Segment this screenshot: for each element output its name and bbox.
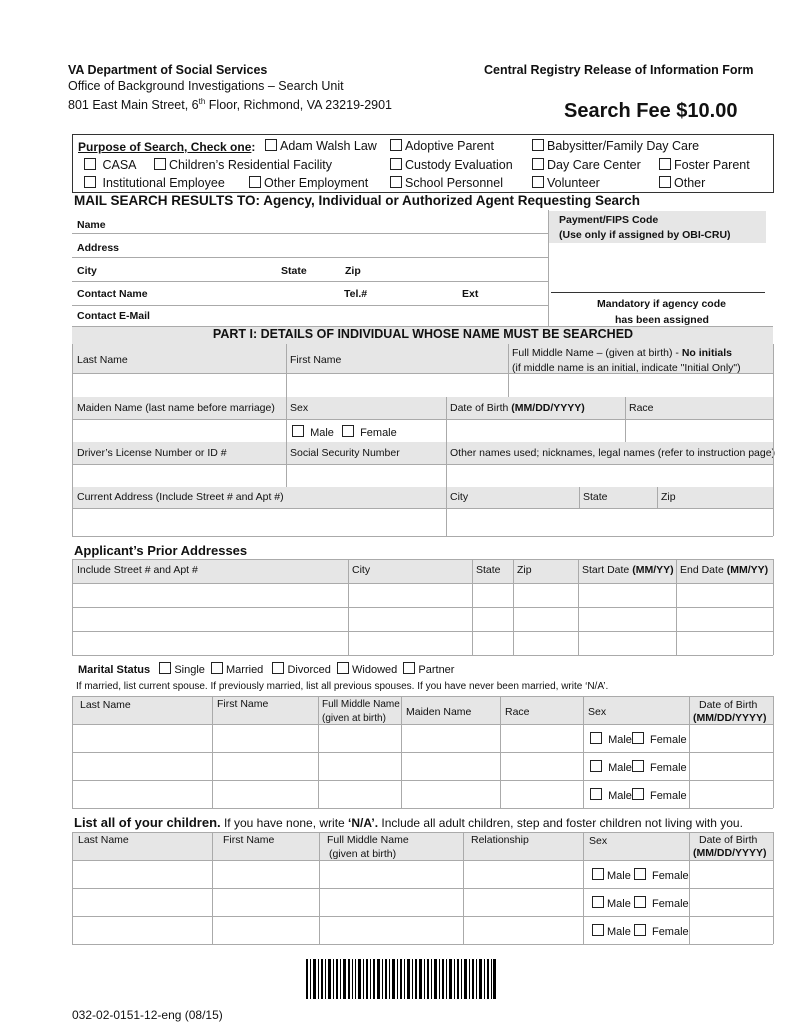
prior-start-label — [582, 564, 674, 577]
text: (MM/YY) — [726, 564, 769, 576]
text: ‘N/A’. — [348, 816, 379, 830]
checkbox[interactable] — [159, 662, 171, 674]
checkbox[interactable] — [632, 760, 644, 772]
sex-male-option[interactable] — [292, 425, 334, 440]
sex-label: Sex — [290, 402, 309, 414]
rule — [72, 944, 773, 945]
rule — [401, 696, 402, 808]
rule — [72, 607, 773, 608]
label-row-shade — [72, 832, 773, 860]
rule — [72, 631, 773, 632]
marital-note: If married, list current spouse. If previously married, list all previous spouses. If you have never been married, write ‘N/A’. — [76, 681, 609, 692]
spouse-sex-label: Sex — [588, 706, 607, 718]
option-label: Male — [607, 870, 631, 882]
prior-street-label: Include Street # and Apt # — [77, 564, 198, 576]
option-label: Adoptive Parent — [405, 139, 494, 153]
current-city-label: City — [450, 491, 469, 503]
checkbox[interactable] — [532, 139, 544, 151]
purpose-option[interactable] — [532, 176, 600, 190]
text: No initials — [681, 347, 732, 359]
rule — [72, 832, 73, 944]
rule — [72, 780, 773, 781]
rule — [578, 559, 579, 655]
checkbox[interactable] — [632, 788, 644, 800]
rule — [72, 752, 773, 753]
rule — [212, 832, 213, 944]
rule — [500, 696, 501, 808]
option-label: Volunteer — [547, 176, 600, 190]
checkbox[interactable] — [634, 896, 646, 908]
mandatory-note: Mandatory if agency code — [597, 298, 726, 310]
spouse-sex-options[interactable] — [590, 760, 687, 775]
payment-code-line[interactable] — [551, 292, 765, 293]
prior-city-label: City — [352, 564, 371, 576]
option-label: Female — [651, 870, 689, 882]
option-label: Female — [360, 427, 397, 439]
other-names-label: Other names used; nicknames, legal names (refer to instruction page) — [450, 447, 776, 459]
checkbox[interactable] — [292, 425, 304, 437]
marital-status-label: Marital Status — [78, 664, 151, 676]
rule — [72, 888, 773, 889]
text: Date of Birth — [450, 402, 512, 414]
race-label: Race — [629, 402, 654, 414]
rule — [72, 508, 773, 509]
checkbox[interactable] — [532, 158, 544, 170]
contact-email-label: Contact E-Mail — [77, 310, 150, 322]
rule — [72, 305, 548, 306]
form-title: Central Registry Release of Information Form — [484, 63, 754, 77]
current-state-label: State — [583, 491, 608, 503]
rule — [773, 832, 774, 944]
rule — [513, 559, 514, 655]
rule — [72, 536, 773, 537]
prior-end-label — [680, 564, 768, 577]
option-label: Male — [310, 427, 334, 439]
checkbox[interactable] — [659, 176, 671, 188]
checkbox[interactable] — [84, 176, 96, 188]
checkbox[interactable] — [403, 662, 415, 674]
sex-female-option[interactable] — [342, 425, 397, 440]
rule — [583, 832, 584, 944]
child-middle-note: (given at birth) — [329, 848, 397, 860]
spouse-dob-label: Date of Birth — [699, 699, 758, 711]
rule — [72, 696, 73, 808]
rule — [72, 344, 73, 536]
checkbox[interactable] — [592, 896, 604, 908]
purpose-option[interactable] — [659, 158, 750, 172]
checkbox[interactable] — [634, 868, 646, 880]
option-label: Married — [226, 664, 264, 676]
rule — [72, 860, 773, 861]
checkbox[interactable] — [249, 176, 261, 188]
checkbox[interactable] — [390, 139, 402, 151]
checkbox[interactable] — [634, 924, 646, 936]
option-label: School Personnel — [405, 176, 503, 190]
ssn-label: Social Security Number — [290, 447, 400, 459]
text: (MM/DD/YYYY) — [511, 402, 585, 414]
maiden-name-label: Maiden Name (last name before marriage) — [77, 402, 275, 414]
purpose-option[interactable] — [84, 158, 137, 172]
purpose-label — [78, 140, 255, 154]
option-label: Foster Parent — [674, 158, 750, 172]
children-heading — [74, 815, 743, 830]
rule — [72, 832, 773, 833]
rule — [72, 281, 548, 282]
child-middle-label: Full Middle Name — [327, 834, 409, 846]
rule — [689, 696, 690, 808]
form-number: 032-02-0151-12-eng (08/15) — [72, 1008, 223, 1022]
purpose-option[interactable] — [265, 139, 377, 153]
rule — [446, 442, 447, 487]
spouse-first-name-label: First Name — [217, 698, 269, 710]
checkbox[interactable] — [390, 176, 402, 188]
spouse-middle-note: (given at birth) — [322, 713, 386, 724]
rule — [625, 397, 626, 442]
rule — [472, 559, 473, 655]
rule — [72, 808, 773, 809]
address-part: 801 East Main Street, 6 — [68, 98, 199, 113]
checkbox[interactable] — [590, 788, 602, 800]
rule — [72, 419, 773, 420]
mail-name-label: Name — [77, 219, 106, 231]
part1-heading: PART I: DETAILS OF INDIVIDUAL WHOSE NAME MUST BE SEARCHED — [212, 327, 634, 341]
spouse-last-name-label: Last Name — [80, 699, 131, 711]
last-name-label: Last Name — [77, 354, 128, 366]
checkbox[interactable] — [390, 158, 402, 170]
current-address-label: Current Address (Include Street # and Apt #) — [77, 491, 284, 503]
rule — [72, 233, 548, 234]
rule — [212, 696, 213, 808]
rule — [318, 696, 319, 808]
spouse-dob-format: (MM/DD/YYYY) — [693, 712, 767, 724]
option-label: Day Care Center — [547, 158, 641, 172]
payment-code-label: Payment/FIPS Code — [559, 214, 659, 226]
child-dob-label: Date of Birth — [699, 834, 758, 846]
dob-label — [450, 402, 585, 415]
ext-label: Ext — [462, 288, 479, 300]
rule — [319, 832, 320, 944]
rule — [72, 583, 773, 584]
option-label: Institutional Employee — [102, 176, 225, 190]
checkbox[interactable] — [532, 176, 544, 188]
agency-name: VA Department of Social Services — [68, 63, 268, 77]
purpose-option[interactable] — [532, 158, 641, 172]
rule — [676, 559, 677, 655]
rule — [286, 397, 287, 442]
option-label: CASA — [102, 158, 137, 172]
checkbox[interactable] — [590, 760, 602, 772]
text: List all of your children. — [74, 815, 221, 830]
option-label: Female — [649, 790, 687, 802]
rule — [508, 344, 509, 397]
text: End Date — [680, 564, 727, 576]
option-label: Children’s Residential Facility — [169, 158, 333, 172]
text: If you have none, write — [220, 816, 349, 830]
prior-addresses-heading: Applicant’s Prior Addresses — [74, 543, 248, 558]
current-zip-label: Zip — [661, 491, 676, 503]
rule — [72, 257, 548, 258]
checkbox[interactable] — [632, 732, 644, 744]
purpose-label-text: Purpose of Search, Check one — [78, 140, 252, 154]
purpose-option[interactable] — [390, 176, 503, 190]
spouse-middle-label: Full Middle Name — [322, 699, 400, 710]
purpose-option[interactable] — [154, 158, 332, 172]
option-label: Other — [674, 176, 706, 190]
rule — [72, 373, 773, 374]
option-label: Female — [651, 926, 689, 938]
checkbox[interactable] — [590, 732, 602, 744]
purpose-option[interactable] — [659, 176, 705, 190]
payment-code-note: (Use only if assigned by OBI-CRU) — [559, 229, 731, 241]
option-label: Custody Evaluation — [405, 158, 513, 172]
text: Include all adult children, step and foster children not living with you. — [378, 816, 743, 830]
drivers-license-label: Driver’s License Number or ID # — [77, 447, 227, 459]
spouse-race-label: Race — [505, 706, 530, 718]
purpose-option[interactable] — [390, 139, 494, 153]
text: Start Date — [582, 564, 633, 576]
contact-name-label: Contact Name — [77, 288, 148, 300]
option-label: Babysitter/Family Day Care — [547, 139, 700, 153]
checkbox[interactable] — [272, 662, 284, 674]
spouse-sex-options[interactable] — [590, 732, 687, 747]
address-part: Floor, Richmond, VA 23219-2901 — [205, 98, 393, 113]
child-dob-format: (MM/DD/YYYY) — [693, 847, 767, 859]
office-name: Office of Background Investigations – Search Unit — [68, 79, 344, 93]
option-label: Widowed — [352, 664, 398, 676]
rule — [773, 559, 774, 655]
purpose-option[interactable] — [390, 158, 513, 172]
child-sex-label: Sex — [589, 835, 608, 847]
option-label: Female — [649, 734, 687, 746]
rule — [773, 696, 774, 808]
rule — [72, 724, 773, 725]
checkbox[interactable] — [592, 868, 604, 880]
first-name-label: First Name — [290, 354, 342, 366]
rule — [286, 344, 287, 397]
option-label: Single — [174, 664, 205, 676]
address-sup: th — [198, 97, 206, 106]
checkbox[interactable] — [659, 158, 671, 170]
prior-zip-label: Zip — [517, 564, 532, 576]
search-fee: Search Fee $10.00 — [564, 100, 738, 122]
marital-status-row — [78, 662, 454, 677]
option-label: Female — [649, 762, 687, 774]
rule — [72, 559, 73, 655]
option-label: Partner — [418, 664, 455, 676]
option-label: Male — [608, 734, 632, 746]
mail-zip-label: Zip — [345, 265, 361, 277]
option-label: Male — [608, 762, 632, 774]
child-relationship-label: Relationship — [471, 834, 529, 846]
option-label: Male — [607, 926, 631, 938]
mail-city-label: City — [77, 265, 97, 277]
rule — [463, 832, 464, 944]
child-sex-options[interactable] — [592, 924, 689, 939]
rule — [72, 559, 773, 560]
child-sex-options[interactable] — [592, 868, 689, 883]
checkbox[interactable] — [154, 158, 166, 170]
option-label: Male — [608, 790, 632, 802]
rule — [72, 655, 773, 656]
child-sex-options[interactable] — [592, 896, 689, 911]
mail-heading: MAIL SEARCH RESULTS TO: Agency, Individual or Authorized Agent Requesting Search — [74, 193, 641, 208]
rule — [286, 442, 287, 487]
barcode — [306, 959, 496, 999]
prior-state-label: State — [476, 564, 501, 576]
purpose-option[interactable] — [84, 176, 225, 190]
purpose-option[interactable] — [532, 139, 699, 153]
option-label: Male — [607, 898, 631, 910]
checkbox[interactable] — [342, 425, 354, 437]
checkbox[interactable] — [592, 924, 604, 936]
rule — [446, 397, 447, 442]
child-first-name-label: First Name — [223, 834, 275, 846]
purpose-colon: : — [251, 140, 256, 154]
mail-state-label: State — [281, 265, 307, 277]
rule — [446, 487, 447, 536]
middle-name-note: (if middle name is an initial, indicate "Initial Only") — [512, 362, 741, 374]
spouse-maiden-label: Maiden Name — [406, 706, 472, 718]
mail-address-label: Address — [77, 242, 120, 254]
rule — [72, 696, 773, 697]
rule — [72, 916, 773, 917]
checkbox[interactable] — [211, 662, 223, 674]
checkbox[interactable] — [337, 662, 349, 674]
middle-name-label — [512, 347, 732, 360]
mail-divider — [548, 210, 549, 327]
agency-address — [68, 94, 392, 113]
tel-label: Tel.# — [344, 288, 368, 300]
text: Full Middle Name – (given at birth) - — [512, 347, 682, 359]
rule — [583, 696, 584, 808]
rule — [579, 487, 580, 508]
option-label: Divorced — [287, 664, 331, 676]
rule — [657, 487, 658, 508]
option-label: Other Employment — [264, 176, 369, 190]
child-last-name-label: Last Name — [78, 834, 129, 846]
rule — [348, 559, 349, 655]
text: (MM/YY) — [632, 564, 674, 576]
purpose-option[interactable] — [249, 176, 368, 190]
rule — [773, 344, 774, 536]
spouse-sex-options[interactable] — [590, 788, 687, 803]
mandatory-note: has been assigned — [615, 314, 709, 326]
checkbox[interactable] — [265, 139, 277, 151]
rule — [72, 464, 773, 465]
option-label: Adam Walsh Law — [280, 139, 377, 153]
rule — [689, 832, 690, 944]
checkbox[interactable] — [84, 158, 96, 170]
option-label: Female — [651, 898, 689, 910]
